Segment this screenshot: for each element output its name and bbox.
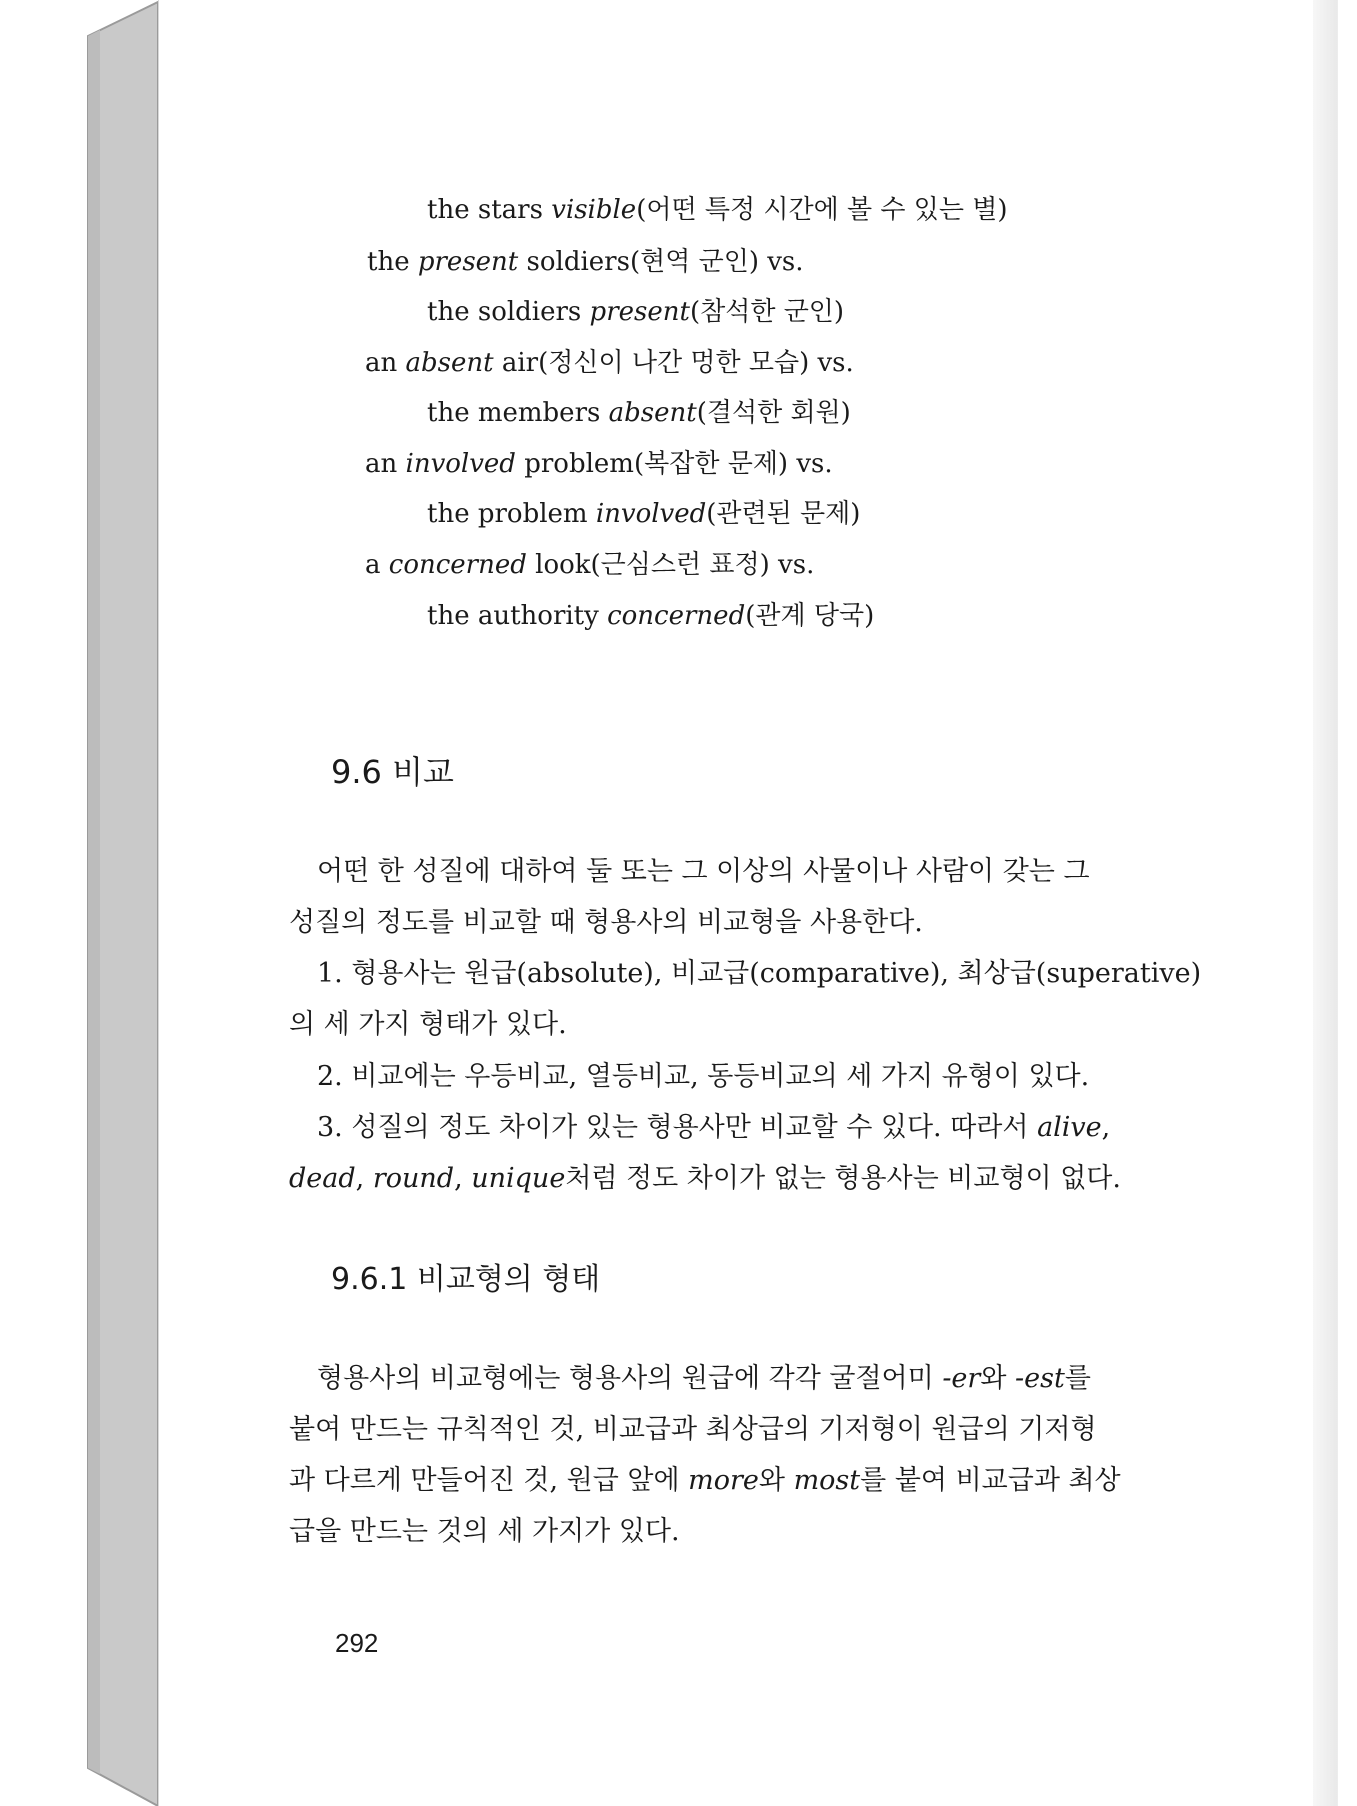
paragraph-line: 2. 비교에는 우등비교, 열등비교, 동등비교의 세 가지 유형이 있다. [317,1061,1090,1092]
example-line: the members absent(결석한 회원) [427,398,851,428]
paragraph-line: 성질의 정도를 비교할 때 형용사의 비교형을 사용한다. [289,907,923,938]
page-number: 292 [335,1628,379,1658]
example-line: the stars visible(어떤 특정 시간에 볼 수 있는 별) [427,195,1008,225]
example-line: the problem involved(관련된 문제) [427,499,861,529]
paragraph-line: 붙여 만드는 규칙적인 것, 비교급과 최상급의 기저형이 원급의 기저형 [289,1414,1097,1445]
book-page [158,0,1338,1806]
paragraph-line: 어떤 한 성질에 대하여 둘 또는 그 이상의 사물이나 사람이 갖는 그 [317,856,1090,887]
section-heading: 9.6 비교 [331,753,454,791]
list-item [289,1051,1299,1102]
book-spine [0,0,160,1806]
list-item [289,1102,1299,1204]
paragraph-line: 과 다르게 만들어진 것, 원급 앞에 more와 most를 붙여 비교급과 최상 [289,1465,1121,1496]
book-spine-shape [0,0,160,1806]
paragraph-line: 형용사의 비교형에는 형용사의 원급에 각각 굴절어미 -er와 -est를 [317,1363,1091,1394]
example-line: a concerned look(근심스런 표정) vs. [365,550,815,580]
subsection-paragraph [289,1353,1299,1557]
paragraph-line: 1. 형용사는 원급(absolute), 비교급(comparative), 최상급(superative) [317,958,1202,989]
example-line: the soldiers present(참석한 군인) [427,297,845,327]
subsection-heading: 9.6.1 비교형의 형태 [331,1262,601,1297]
paragraph-line: dead, round, unique처럼 정도 차이가 없는 형용사는 비교형이 없다. [289,1163,1121,1194]
example-line: an involved problem(복잡한 문제) vs. [365,449,833,479]
example-line: the present soldiers(현역 군인) vs. [367,247,804,277]
example-line: an absent air(정신이 나간 멍한 모습) vs. [365,348,854,378]
paragraph-line: 3. 성질의 정도 차이가 있는 형용사만 비교할 수 있다. 따라서 alive, [317,1112,1111,1143]
paragraph-line: 의 세 가지 형태가 있다. [289,1009,567,1040]
page-right-edge [1313,0,1337,1806]
example-line: the authority concerned(관계 당국) [427,601,875,631]
list-item [289,948,1299,1050]
intro-paragraph [289,846,1299,948]
paragraph-line: 급을 만드는 것의 세 가지가 있다. [289,1516,680,1547]
